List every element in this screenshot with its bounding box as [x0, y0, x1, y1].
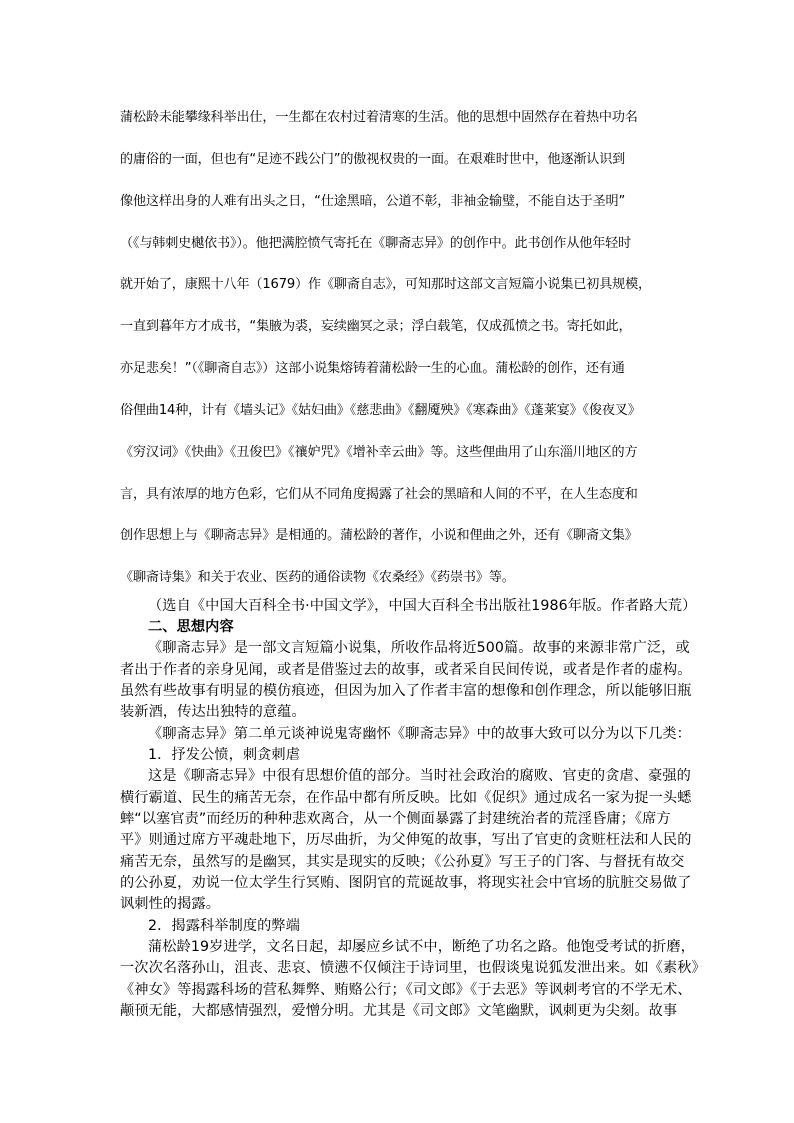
text-line: 亦足悲矣！”（《聊斋自志》）这部小说集熔铸着蒲松龄一生的心血。蒲松龄的创作，还有通	[120, 361, 625, 376]
text-line: 这是《聊斋志异》中很有思想价值的部分。当时社会政治的腐败、官吏的贪虐、豪强的	[148, 768, 691, 784]
text-line: 就开始了，康熙十八年（1679）作《聊斋自志》，可知那时这部文言短篇小说集已初具规模，	[120, 277, 651, 292]
text-line: 《聊斋志异》是一部文言短篇小说集，所收作品将近500篇。故事的来源非常广泛，或	[148, 640, 690, 656]
text-line: 创作思想上与《聊斋志异》是相通的。蒲松龄的著作，小说和俚曲之外，还有《聊斋文集》	[120, 528, 638, 543]
text-line: 横行霸道、民生的痛苦无奈，在作品中都有所反映。比如《促织》通过成名一家为捉一头蟋	[120, 790, 692, 806]
text-line: 颟顸无能，大都感情强烈，爱憎分明。尤其是《司文郎》文笔幽默，讽刺更为尖刻。故事	[120, 1003, 678, 1019]
text-line: 一直到暮年方才成书，“集腋为裘，妄续幽冥之录；浮白载笔，仅成孤愤之书。寄托如此，	[120, 319, 632, 334]
text-line: 虽然有些故事有明显的模仿痕迹，但因为加入了作者丰富的想像和创作理念，所以能够旧瓶	[120, 683, 692, 699]
text-line: （《与韩刺史樾依书》）。他把满腔愤气寄托在《聊斋志异》的创作中。此书创作从他年轻时	[120, 236, 632, 251]
text-line: 《聊斋志异》第二单元谈神说鬼寄幽怀《聊斋志异》中的故事大致可以分为以下几类：	[148, 726, 691, 742]
text-line: 讽刺性的揭露。	[120, 896, 221, 912]
text-line: 蒲松龄未能攀缘科举出仕，一生都在农村过着清寒的生活。他的思想中固然存在着热中功名	[120, 110, 638, 125]
text-line: 的庸俗的一面，但也有“足迹不践公门”的傲视权贵的一面。在艰难时世中，他逐渐认识到	[120, 152, 626, 167]
text-line: 《聊斋诗集》和关于农业、医药的通俗读物《农桑经》《药崇书》等。	[120, 570, 515, 585]
text-line: 《神女》等揭露科场的营私舞弊、贿赂公行；《司文郎》《于去恶》等讽刺考官的不学无术、	[120, 982, 692, 998]
text-line: 痛苦无奈，虽然写的是幽冥，其实是现实的反映；《公孙夏》写王子的门客、与督抚有故交	[120, 854, 685, 870]
text-line: 装新酒，传达出独特的意蕴。	[120, 704, 306, 720]
text-line: 蟀“以塞官责”而经历的种种悲欢离合，从一个侧面暴露了封建统治者的荒淫昏庸；《席方	[120, 811, 671, 827]
text-line: 像他这样出身的人难有出头之日，“仕途黑暗，公道不彰，非袖金输璧，不能自达于圣明”	[120, 194, 626, 209]
text-line: 的公孙夏，劝说一位太学生行冥贿、图阴官的荒诞故事，将现实社会中官场的肮脏交易做了	[120, 875, 692, 891]
source-note: （选自《中国大百科全书·中国文学》，中国大百科全书出版社1986年版。作者路大荒）	[148, 598, 697, 614]
sub-heading: 2．揭露科举制度的弊端	[148, 918, 301, 934]
text-line: 言，具有浓厚的地方色彩，它们从不同角度揭露了社会的黑暗和人间的不平，在人生态度和	[120, 487, 638, 502]
section-heading: 二、思想内容	[148, 619, 234, 635]
text-line: 《穷汉词》《快曲》《丑俊巴》《禳妒咒》《增补幸云曲》等。这些俚曲用了山东淄川地区的方	[120, 445, 638, 460]
text-line: 蒲松龄19岁进学，文名日起，却屡应乡试不中，断绝了功名之路。他饱受考试的折磨，	[148, 939, 695, 955]
sub-heading: 1．抒发公愤，刺贪刺虐	[148, 747, 301, 763]
text-line: 平》则通过席方平魂赴地下，历尽曲折，为父伸冤的故事，写出了官吏的贪赃枉法和人民的	[120, 832, 692, 848]
text-line: 俗俚曲14种，计有《墙头记》《姑妇曲》《慈悲曲》《翻魇殃》《寒森曲》《蓬莱宴》《俊夜叉》	[120, 403, 641, 418]
text-line: 者出于作者的亲身见闻，或者是借鉴过去的故事，或者采自民间传说，或者是作者的虚构。	[120, 662, 692, 678]
text-line: 一次次名落孙山，沮丧、悲哀、愤懑不仅倾注于诗词里，也假谈鬼说狐发泄出来。如《素秋》	[120, 960, 706, 976]
